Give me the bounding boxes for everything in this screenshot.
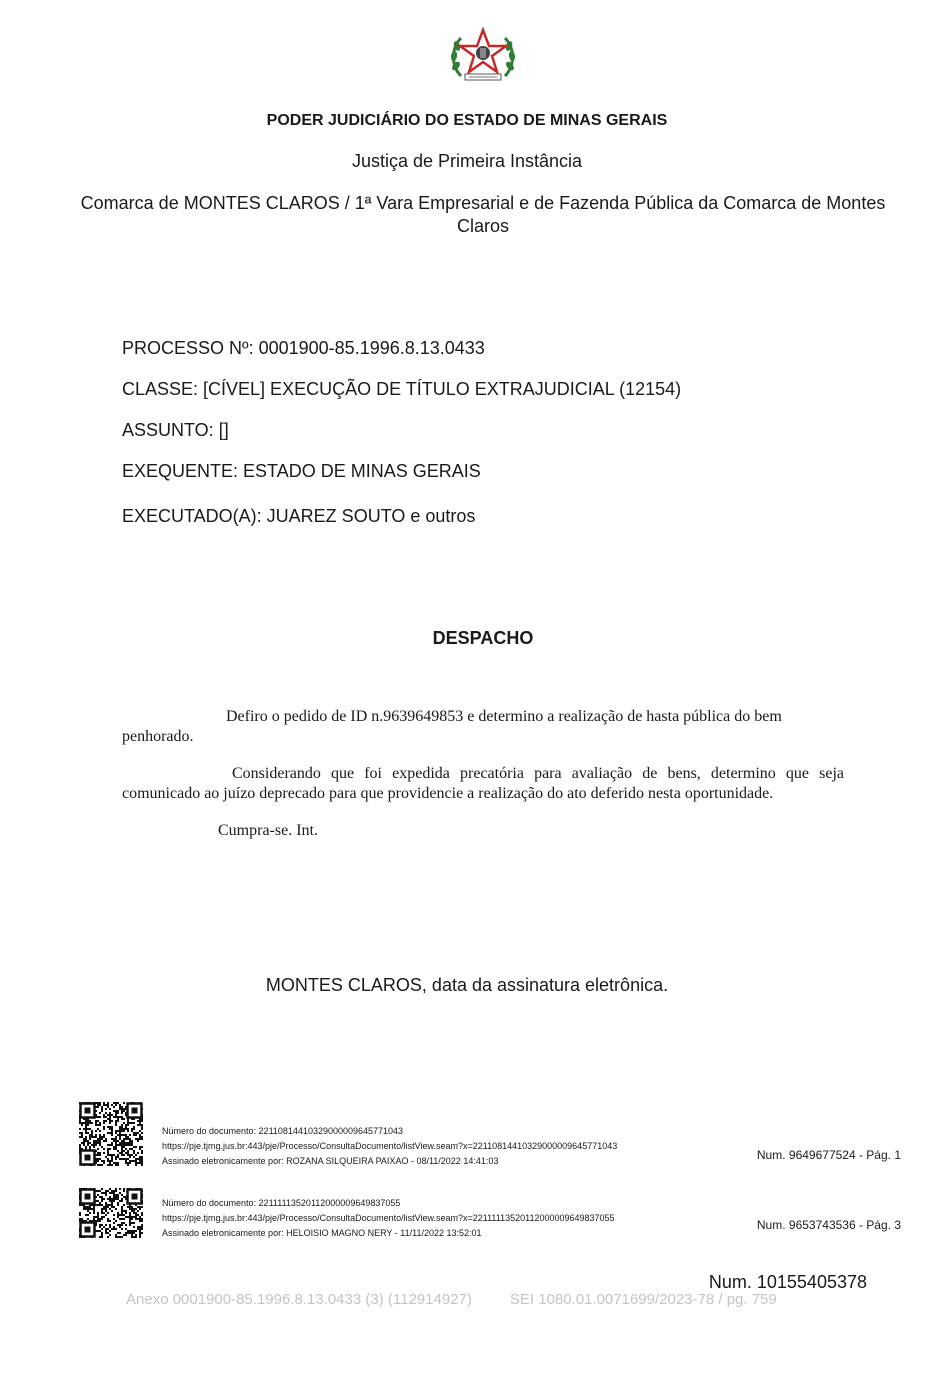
court-comarca: Comarca de MONTES CLAROS / 1ª Vara Empresarial e de Fazenda Pública da Comarca de Montes Claros — [80, 193, 886, 236]
annex-footer — [126, 1291, 777, 1308]
signature-block-2 — [162, 1196, 615, 1241]
signature-signer: Assinado eletronicamente por: ROZANA SILQUEIRA PAIXAO - 08/11/2022 14:41:03 — [162, 1156, 499, 1166]
court-name: PODER JUDICIÁRIO DO ESTADO DE MINAS GERAIS — [266, 112, 668, 129]
signature-block-1 — [162, 1124, 617, 1169]
signature-place: MONTES CLAROS, data da assinatura eletrônica. — [265, 975, 669, 995]
paragraph-2-text: Considerando que foi expedida precatória para avaliação de bens, determino que seja comunicado ao juízo deprecado para que providencie a realização do ato deferido nesta oportunidade. — [122, 765, 844, 802]
signature-doc-number: Número do documento: 22110814410329000009645771043 — [162, 1126, 404, 1136]
signature-url[interactable]: https://pje.tjmg.jus.br:443/pje/Processo/ConsultaDocumento/listView.seam?x=22111113520112000009649837055 — [162, 1213, 615, 1223]
paragraph-1-line-1: Defiro o pedido de ID n.9639649853 e determino a realização de hasta pública do bem — [226, 708, 782, 725]
qr-code-icon — [79, 1188, 143, 1252]
paragraph-2 — [122, 764, 844, 804]
case-exequente: EXEQUENTE: ESTADO DE MINAS GERAIS — [122, 461, 481, 481]
paragraph-1 — [122, 707, 844, 747]
case-processo: PROCESSO Nº: 0001900-85.1996.8.13.0433 — [122, 338, 485, 358]
paragraph-1-line-2: penhorado. — [122, 728, 194, 745]
annex-left: Anexo 0001900-85.1996.8.13.0433 (3) (112914927) — [126, 1291, 472, 1308]
signature-url[interactable]: https://pje.tjmg.jus.br:443/pje/Processo/ConsultaDocumento/listView.seam?x=22110814410329000009645771043 — [162, 1141, 618, 1151]
coat-of-arms-icon — [447, 26, 519, 88]
qr-code-icon — [79, 1102, 143, 1166]
case-executado: EXECUTADO(A): JUAREZ SOUTO e outros — [122, 506, 476, 526]
document-title: DESPACHO — [432, 628, 534, 648]
document-number: Num. 10155405378 — [708, 1272, 867, 1292]
page-reference-1: Num. 9649677524 - Pág. 1 — [756, 1148, 901, 1162]
case-assunto: ASSUNTO: [] — [122, 420, 229, 440]
page-reference-2: Num. 9653743536 - Pág. 3 — [756, 1218, 901, 1232]
court-instance: Justiça de Primeira Instância — [351, 151, 583, 171]
annex-right: SEI 1080.01.0071699/2023-78 / pg. 759 — [509, 1291, 777, 1308]
signature-doc-number: Número do documento: 22111113520112000009649837055 — [162, 1198, 401, 1208]
case-classe: CLASSE: [CÍVEL] EXECUÇÃO DE TÍTULO EXTRAJUDICIAL (12154) — [122, 379, 682, 399]
paragraph-3: Cumpra-se. Int. — [218, 822, 318, 839]
signature-signer: Assinado eletronicamente por: HELOISIO MAGNO NERY - 11/11/2022 13:52:01 — [162, 1228, 482, 1238]
